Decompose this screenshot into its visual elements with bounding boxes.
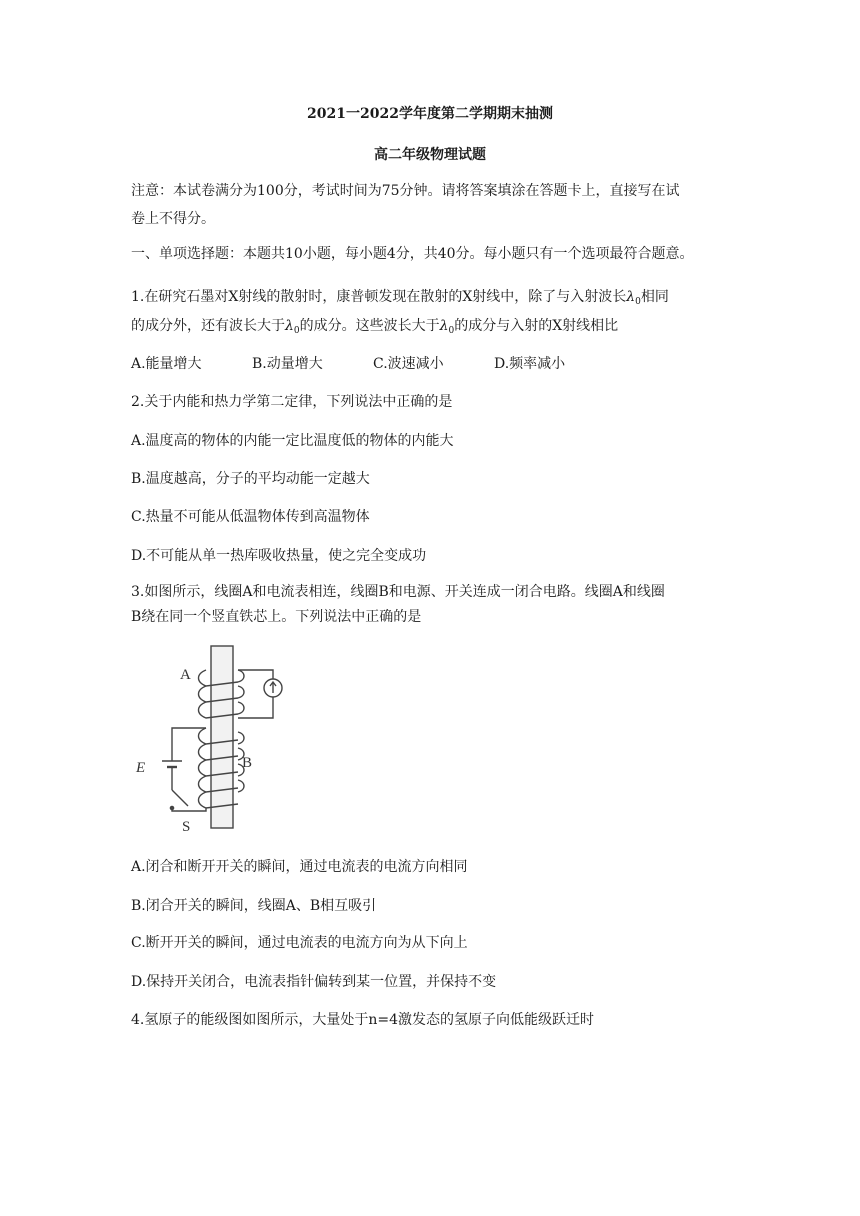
- q1-option-b: B.动量增大: [252, 356, 323, 372]
- q3-option-b: B.闭合开关的瞬间，线圈A、B相互吸引: [131, 898, 377, 914]
- q3-option-a: A.闭合和断开开关的瞬间，通过电流表的电流方向相同: [131, 859, 468, 875]
- q1-text-a: 1.在研究石墨对X射线的散射时，康普顿发现在散射的X射线中，除了与入射波长: [131, 289, 627, 305]
- q3-line-2: B绕在同一个竖直铁芯上。下列说法中正确的是: [131, 609, 422, 625]
- switch-blade: [172, 790, 188, 806]
- exam-subtitle: 高二年级物理试题: [374, 147, 486, 163]
- coil-a-label: A: [180, 667, 191, 683]
- switch-label: S: [182, 819, 191, 835]
- q1-line-1: [131, 287, 669, 312]
- q1-text-b: 相同: [640, 289, 669, 305]
- q1-option-c: C.波速减小: [373, 356, 444, 372]
- lambda-symbol: λ: [285, 318, 294, 334]
- section-heading: 一、单项选择题：本题共10小题，每小题4分，共40分。每小题只有一个选项最符合题意。: [131, 246, 694, 262]
- q2-option-c: C.热量不可能从低温物体传到高温物体: [131, 509, 370, 525]
- notice-line-2: 卷上不得分。: [131, 211, 215, 227]
- lambda-subscript: 0: [635, 297, 641, 307]
- q2-option-d: D.不可能从单一热库吸收热量，使之完全变成功: [131, 548, 427, 564]
- coil-b-label: B: [242, 755, 253, 771]
- battery-icon: [162, 761, 182, 767]
- lambda-symbol: λ: [626, 289, 636, 305]
- q2-stem: 2.关于内能和热力学第二定律，下列说法中正确的是: [131, 394, 453, 410]
- q1-options: [131, 354, 565, 374]
- q1-option-d: D.频率减小: [494, 356, 566, 372]
- q3-option-d: D.保持开关闭合，电流表指针偏转到某一位置，并保持不变: [131, 974, 497, 990]
- lambda-subscript: 0: [293, 326, 300, 336]
- q1-text-d: 的成分。这些波长大于: [299, 318, 440, 334]
- lambda-subscript: 0: [448, 326, 455, 336]
- q1-line-2: [131, 316, 618, 341]
- lambda-symbol: λ: [439, 318, 449, 334]
- switch-contact: [170, 806, 173, 809]
- notice-line-1: 注意：本试卷满分为100分，考试时间为75分钟。请将答案填涂在答题卡上，直接写在试: [131, 183, 680, 199]
- q2-option-b: B.温度越高，分子的平均动能一定越大: [131, 471, 370, 487]
- q1-text-e: 的成分与入射的X射线相比: [454, 318, 619, 334]
- coil-circuit-figure: [128, 640, 298, 840]
- q2-option-a: A.温度高的物体的内能一定比温度低的物体的内能大: [131, 433, 454, 449]
- iron-core: [211, 646, 233, 828]
- q1-text-c: 的成分外，还有波长大于: [131, 318, 285, 334]
- q3-option-c: C.断开开关的瞬间，通过电流表的电流方向为从下向上: [131, 935, 468, 951]
- source-label: E: [136, 760, 146, 776]
- q1-option-a: A.能量增大: [131, 356, 202, 372]
- q4-stem: 4.氢原子的能级图如图所示，大量处于n=4激发态的氢原子向低能级跃迁时: [131, 1012, 595, 1028]
- coil-b-lead-bottom: [172, 808, 206, 811]
- q3-line-1: 3.如图所示，线圈A和电流表相连，线圈B和电源、开关连成一闭合电路。线圈A和线圈: [131, 584, 665, 600]
- exam-title: 2021一2022学年度第二学期期末抽测: [307, 106, 553, 122]
